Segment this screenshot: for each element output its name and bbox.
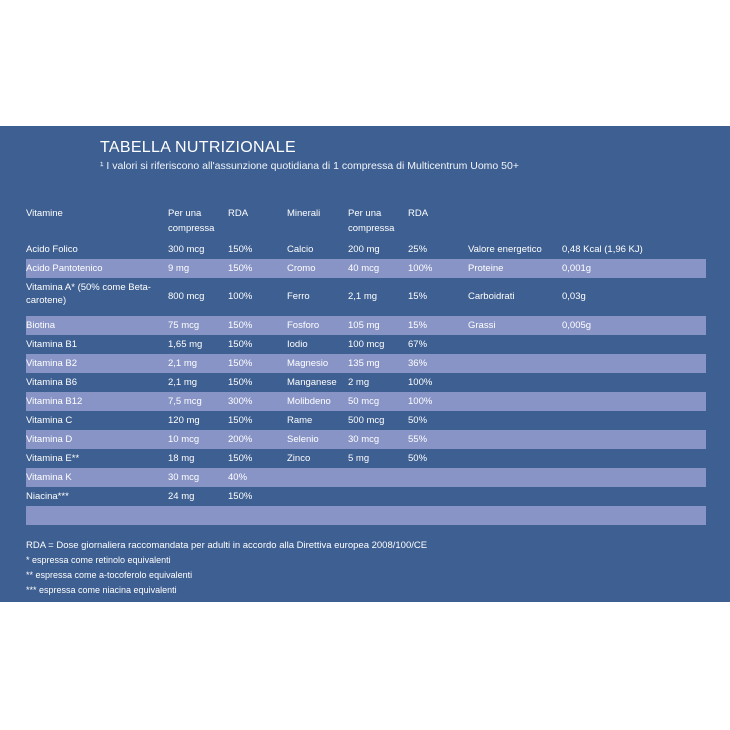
mineral-rda: 15% [408, 291, 428, 302]
mineral-name: Calcio [287, 244, 314, 255]
energy-label: Valore energetico [468, 244, 542, 255]
mineral-rda: 100% [408, 396, 433, 407]
vitamin-name: Acido Folico [26, 244, 78, 255]
mineral-amount: 30 mcg [348, 434, 380, 445]
mineral-rda: 50% [408, 453, 428, 464]
mineral-name: Selenio [287, 434, 319, 445]
mineral-amount: 200 mg [348, 244, 380, 255]
table-row [26, 487, 706, 506]
vitamin-amount: 7,5 mcg [168, 396, 202, 407]
vitamin-rda: 150% [228, 339, 253, 350]
mineral-rda: 25% [408, 244, 428, 255]
table-row [26, 468, 706, 487]
mineral-amount: 135 mg [348, 358, 380, 369]
header-per-una-1: Per una [168, 208, 202, 219]
mineral-amount: 500 mcg [348, 415, 385, 426]
energy-label: Proteine [468, 263, 504, 274]
vitamin-name: Vitamina K [26, 472, 72, 483]
energy-value: 0,005g [562, 320, 592, 331]
table-row [26, 354, 706, 373]
vitamin-name: Vitamina B6 [26, 377, 78, 388]
vitamin-amount: 300 mcg [168, 244, 205, 255]
vitamin-rda: 300% [228, 396, 253, 407]
mineral-amount: 2,1 mg [348, 291, 378, 302]
vitamin-name: Vitamina C [26, 415, 73, 426]
mineral-rda: 100% [408, 263, 433, 274]
vitamin-rda: 150% [228, 244, 253, 255]
table-row [26, 240, 706, 259]
table-row [26, 335, 706, 354]
mineral-rda: 36% [408, 358, 428, 369]
header-minerali: Minerali [287, 208, 321, 219]
mineral-rda: 55% [408, 434, 428, 445]
vitamin-amount: 75 mcg [168, 320, 200, 331]
vitamin-amount: 1,65 mg [168, 339, 203, 350]
mineral-name: Ferro [287, 291, 310, 302]
table-row-empty [26, 506, 706, 525]
energy-label: Carboidrati [468, 291, 515, 302]
vitamin-rda: 150% [228, 453, 253, 464]
vitamin-amount: 10 mcg [168, 434, 200, 445]
mineral-rda: 100% [408, 377, 433, 388]
table-title: TABELLA NUTRIZIONALE [100, 139, 296, 156]
table-row [26, 392, 706, 411]
vitamin-rda: 150% [228, 358, 253, 369]
mineral-amount: 50 mcg [348, 396, 380, 407]
vitamin-name: Vitamina A* (50% come Beta-carotene) [26, 282, 151, 306]
energy-value: 0,48 Kcal (1,96 KJ) [562, 244, 643, 255]
vitamin-name: Vitamina E** [26, 453, 80, 464]
mineral-name: Molibdeno [287, 396, 331, 407]
footnotes [26, 538, 427, 598]
header-per-una-2: Per una [348, 208, 382, 219]
mineral-name: Rame [287, 415, 313, 426]
table-row [26, 373, 706, 392]
vitamin-amount: 24 mg [168, 491, 195, 502]
table-row [26, 259, 706, 278]
table-row [26, 278, 706, 316]
header-rda-minerali: RDA [408, 208, 429, 219]
vitamin-name: Vitamina B1 [26, 339, 78, 350]
mineral-name: Fosforo [287, 320, 320, 331]
vitamin-amount: 120 mg [168, 415, 200, 426]
mineral-name: Magnesio [287, 358, 329, 369]
vitamin-amount: 2,1 mg [168, 377, 198, 388]
vitamin-name: Acido Pantotenico [26, 263, 103, 274]
vitamin-amount: 30 mcg [168, 472, 200, 483]
mineral-rda: 15% [408, 320, 428, 331]
vitamin-name: Vitamina D [26, 434, 73, 445]
footnote-2: ** espressa come a-tocoferolo equivalenti [26, 570, 193, 580]
vitamin-name: Vitamina B12 [26, 396, 83, 407]
energy-value: 0,001g [562, 263, 592, 274]
mineral-amount: 2 mg [348, 377, 370, 388]
table-row [26, 411, 706, 430]
vitamin-amount: 18 mg [168, 453, 195, 464]
vitamin-rda: 100% [228, 291, 253, 302]
vitamin-rda: 40% [228, 472, 248, 483]
vitamin-name: Vitamina B2 [26, 358, 78, 369]
vitamin-rda: 150% [228, 320, 253, 331]
table-row [26, 430, 706, 449]
vitamin-amount: 9 mg [168, 263, 190, 274]
energy-label: Grassi [468, 320, 496, 331]
mineral-amount: 105 mg [348, 320, 380, 331]
mineral-name: Iodio [287, 339, 308, 350]
vitamin-rda: 150% [228, 377, 253, 388]
vitamin-name: Niacina*** [26, 491, 69, 502]
vitamin-rda: 200% [228, 434, 253, 445]
mineral-rda: 50% [408, 415, 428, 426]
footnote-rda: RDA = Dose giornaliera raccomandata per adulti in accordo alla Direttiva europea 2008/100/CE [26, 540, 428, 551]
mineral-rda: 67% [408, 339, 428, 350]
header-compressa-1: compressa [168, 223, 215, 234]
vitamin-rda: 150% [228, 415, 253, 426]
vitamin-rda: 150% [228, 263, 253, 274]
table-subtitle: ¹ I valori si riferiscono all'assunzione quotidiana di 1 compressa di Multicentrum Uomo 50+ [100, 160, 519, 172]
mineral-name: Zinco [287, 453, 311, 464]
footnote-1: * espressa come retinolo equivalenti [26, 555, 171, 565]
energy-value: 0,03g [562, 291, 586, 302]
vitamin-rda: 150% [228, 491, 253, 502]
header-compressa-2: compressa [348, 223, 395, 234]
header-rda-vitamine: RDA [228, 208, 249, 219]
vitamin-amount: 800 mcg [168, 291, 205, 302]
mineral-name: Cromo [287, 263, 316, 274]
mineral-amount: 100 mcg [348, 339, 385, 350]
footnote-3: *** espressa come niacina equivalenti [26, 585, 177, 595]
header-vitamine: Vitamine [26, 208, 63, 219]
mineral-name: Manganese [287, 377, 337, 388]
table-row [26, 449, 706, 468]
mineral-amount: 5 mg [348, 453, 370, 464]
vitamin-name: Biotina [26, 320, 56, 331]
table-row [26, 316, 706, 335]
mineral-amount: 40 mcg [348, 263, 380, 274]
nutrition-panel [0, 126, 730, 602]
header-per-compressa-vitamine [168, 206, 214, 236]
vitamin-amount: 2,1 mg [168, 358, 198, 369]
header-per-compressa-minerali [348, 206, 394, 236]
